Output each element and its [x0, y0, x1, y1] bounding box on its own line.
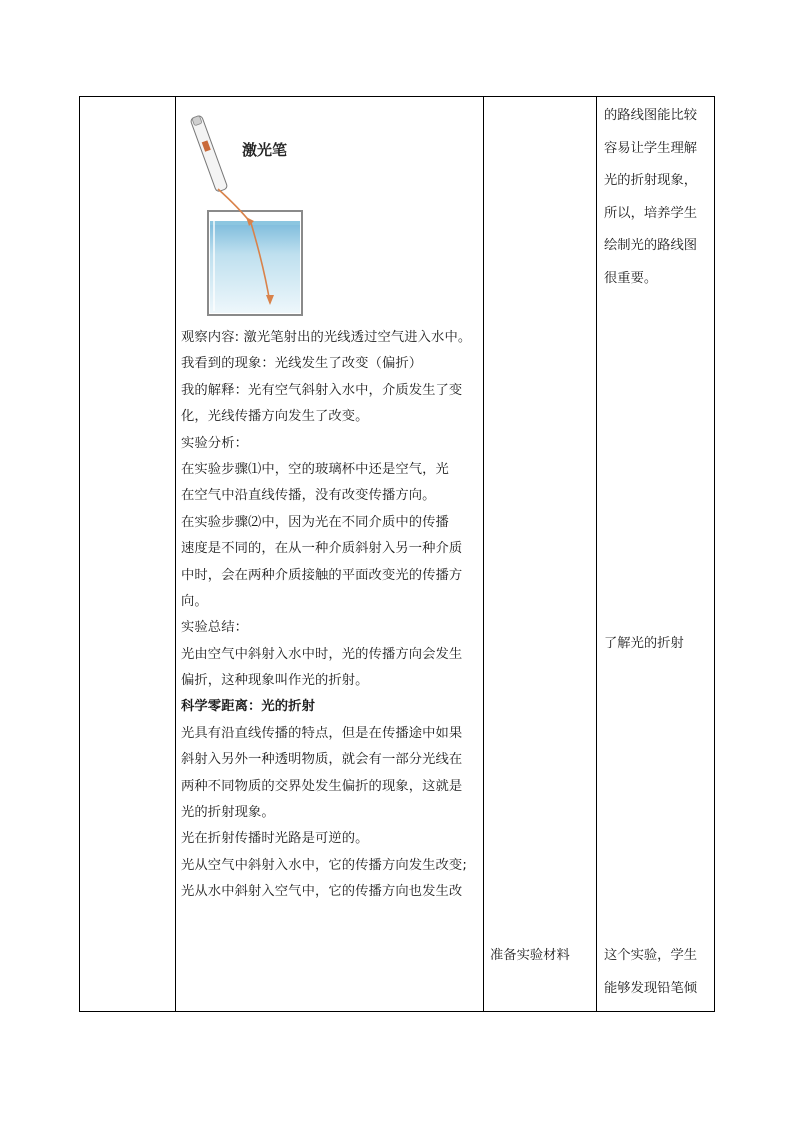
glass-cup — [208, 211, 302, 315]
experiment-text — [181, 325, 481, 906]
text-line: 的路线图能比较 — [604, 108, 698, 123]
text-line: 这个实验，学生 — [604, 948, 698, 963]
text-line: 光具有沿直线传播的特点，但是在传播途中如果 — [181, 725, 463, 741]
section-heading: 科学零距离：光的折射 — [181, 699, 315, 715]
text-line: 光的折射现象， — [604, 173, 698, 188]
experiment-note-text — [604, 940, 697, 1005]
column-1-empty — [80, 97, 175, 1011]
text-line: 偏折，这种现象叫作光的折射。 — [181, 673, 369, 689]
text-line: 光从水中斜射入空气中，它的传播方向也发生改 — [181, 884, 463, 900]
laser-pen-icon — [190, 115, 228, 192]
text-line: 观察内容: 激光笔射出的光线透过空气进入水中。 — [181, 330, 472, 345]
text-line: 光的折射现象。 — [181, 805, 275, 821]
text-line: 光在折射传播时光路是可逆的。 — [181, 831, 369, 847]
text-line: 容易让学生理解 — [604, 140, 698, 156]
text-line: 在实验步骤⑵中，因为光在不同介质中的传播 — [181, 514, 449, 530]
text-line: 在空气中沿直线传播，没有改变传播方向。 — [181, 488, 436, 504]
text-line: 中时，会在两种介质接触的平面改变光的传播方 — [181, 567, 463, 583]
column-3-content — [484, 97, 596, 1011]
learning-goal-text: 了解光的折射 — [604, 636, 684, 651]
water-surface — [210, 221, 300, 225]
text-line: 能够发现铅笔倾 — [604, 980, 698, 996]
text-line: 两种不同物质的交界处发生偏折的现象，这就是 — [181, 778, 463, 794]
prep-materials-text: 准备实验材料 — [490, 948, 570, 963]
text-line: 斜射入另外一种透明物质，就会有一部分光线在 — [181, 752, 463, 768]
column-2-content — [176, 97, 483, 1011]
text-line: 所以，培养学生 — [604, 205, 698, 221]
text-line: 向。 — [181, 593, 208, 609]
text-line: 光从空气中斜射入水中，它的传播方向发生改变; — [181, 857, 467, 873]
text-line: 我看到的现象：光线发生了改变（偏折） — [181, 356, 423, 372]
text-line: 实验总结： — [181, 620, 248, 636]
design-intent-text — [604, 100, 697, 295]
laser-refraction-figure — [180, 107, 312, 317]
lesson-table — [79, 96, 715, 1012]
text-line: 实验分析： — [181, 435, 248, 451]
text-line: 速度是不同的，在从一种介质斜射入另一种介质 — [181, 541, 463, 557]
text-line: 绘制光的路线图 — [604, 238, 698, 253]
text-line: 我的解释：光有空气斜射入水中，介质发生了变 — [181, 382, 463, 398]
text-line: 光由空气中斜射入水中时，光的传播方向会发生 — [181, 646, 463, 662]
text-line: 在实验步骤⑴中，空的玻璃杯中还是空气，光 — [181, 461, 449, 477]
laser-pen-label: 激光笔 — [242, 141, 288, 159]
column-4-content — [597, 97, 715, 1011]
text-line: 化，光线传播方向发生了改变。 — [181, 409, 369, 425]
text-line: 很重要。 — [604, 270, 658, 286]
